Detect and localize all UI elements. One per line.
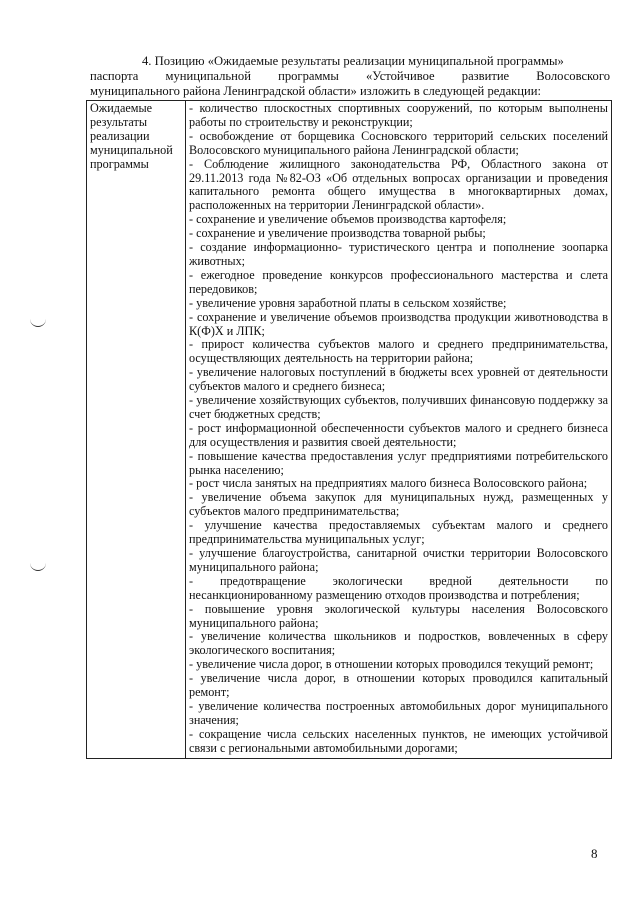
list-item: - сокращение числа сельских населенных пунктов, не имеющих устойчивой связи с региональными автомобильными дорогами; bbox=[189, 726, 608, 755]
left-label-line: муниципальной bbox=[90, 142, 173, 157]
intro-line-2: паспорта муниципальной программы «Устойчивое развитие Волосовского bbox=[90, 69, 610, 83]
list-item: - рост числа занятых на предприятиях малого бизнеса Волосовского района; bbox=[189, 476, 588, 491]
list-item: - прирост количества субъектов малого и среднего предпринимательства, осуществляющих деятельность на территории района; bbox=[189, 337, 608, 366]
list-item: - освобождение от борщевика Сосновского территорий сельских поселений Волосовского муниципального района Ленинградской области; bbox=[189, 128, 608, 157]
list-item: - рост информационной обеспеченности субъектов малого и среднего бизнеса для осуществления и развития своей деятельности; bbox=[189, 420, 608, 449]
intro-line-3: муниципального района Ленинградской области» изложить в следующей редакции: bbox=[90, 84, 542, 98]
left-label-line: программы bbox=[90, 156, 149, 171]
binder-hole-mark bbox=[30, 562, 46, 571]
left-label-cell bbox=[87, 101, 186, 759]
left-label-line: Ожидаемые bbox=[90, 101, 153, 115]
intro-line-1: 4. Позицию «Ожидаемые результаты реализации муниципальной программы» bbox=[142, 54, 564, 68]
list-item: - Соблюдение жилищного законодательства РФ, Областного закона от 29.11.2013 года №82-ОЗ «Об отдельных вопросах организации и проведения капитального ремонта общего имущества в многоквартирных домах, расположенных на территории Ленинградской области». bbox=[189, 156, 608, 213]
expected-results-table bbox=[86, 100, 612, 759]
list-item: - увеличение количества построенных автомобильных дорог муниципального значения; bbox=[189, 698, 608, 727]
right-items-cell bbox=[186, 101, 612, 759]
list-item: - предотвращение экологически вредной деятельности по несанкционированному размещению отходов производства и потребления; bbox=[189, 573, 608, 602]
list-item: - увеличение уровня заработной платы в сельском хозяйстве; bbox=[189, 295, 507, 310]
left-label-line: реализации bbox=[90, 128, 150, 143]
list-item: - повышение качества предоставления услуг предприятиями потребительского рынка населению; bbox=[189, 448, 608, 477]
left-label-line: результаты bbox=[90, 114, 148, 129]
page-number: 8 bbox=[591, 846, 598, 861]
intro-paragraph bbox=[90, 54, 610, 99]
list-item: - увеличение налоговых поступлений в бюджеты всех уровней от деятельности субъектов малого и среднего бизнеса; bbox=[189, 365, 608, 394]
list-item: - ежегодное проведение конкурсов профессионального мастерства и слета передовиков; bbox=[189, 267, 608, 296]
list-item: - увеличение объема закупок для муниципальных нужд, размещенных у субъектов малого предпринимательства; bbox=[189, 490, 608, 519]
binder-hole-mark bbox=[30, 318, 46, 327]
table-row bbox=[87, 101, 612, 759]
list-item: - количество плоскостных спортивных сооружений, по которым выполнены работы по строительству и реконструкции; bbox=[189, 101, 608, 129]
list-item: - сохранение и увеличение объемов производства картофеля; bbox=[189, 212, 507, 227]
list-item: - увеличение количества школьников и подростков, вовлеченных в сферу экологического воспитания; bbox=[189, 629, 608, 658]
list-item: - создание информационно- туристического центра и пополнение зоопарка животных; bbox=[189, 240, 608, 268]
list-item: - увеличение числа дорог, в отношении которых проводился капитальный ремонт; bbox=[189, 671, 608, 700]
list-item: - увеличение числа дорог, в отношении которых проводился текущий ремонт; bbox=[189, 657, 594, 672]
list-item: - увеличение хозяйствующих субъектов, получивших финансовую поддержку за счет бюджетных средств; bbox=[189, 393, 608, 421]
list-item: - повышение уровня экологической культуры населения Волосовского муниципального района; bbox=[189, 601, 608, 630]
list-item: - сохранение и увеличение объемов производства продукции животноводства в К(Ф)Х и ЛПК; bbox=[189, 309, 608, 338]
list-item: - улучшение качества предоставляемых субъектам малого и среднего предпринимательства муниципальных услуг; bbox=[189, 518, 608, 547]
list-item: - сохранение и увеличение производства товарной рыбы; bbox=[189, 226, 486, 241]
list-item: - улучшение благоустройства, санитарной очистки территории Волосовского муниципального района; bbox=[189, 546, 608, 574]
